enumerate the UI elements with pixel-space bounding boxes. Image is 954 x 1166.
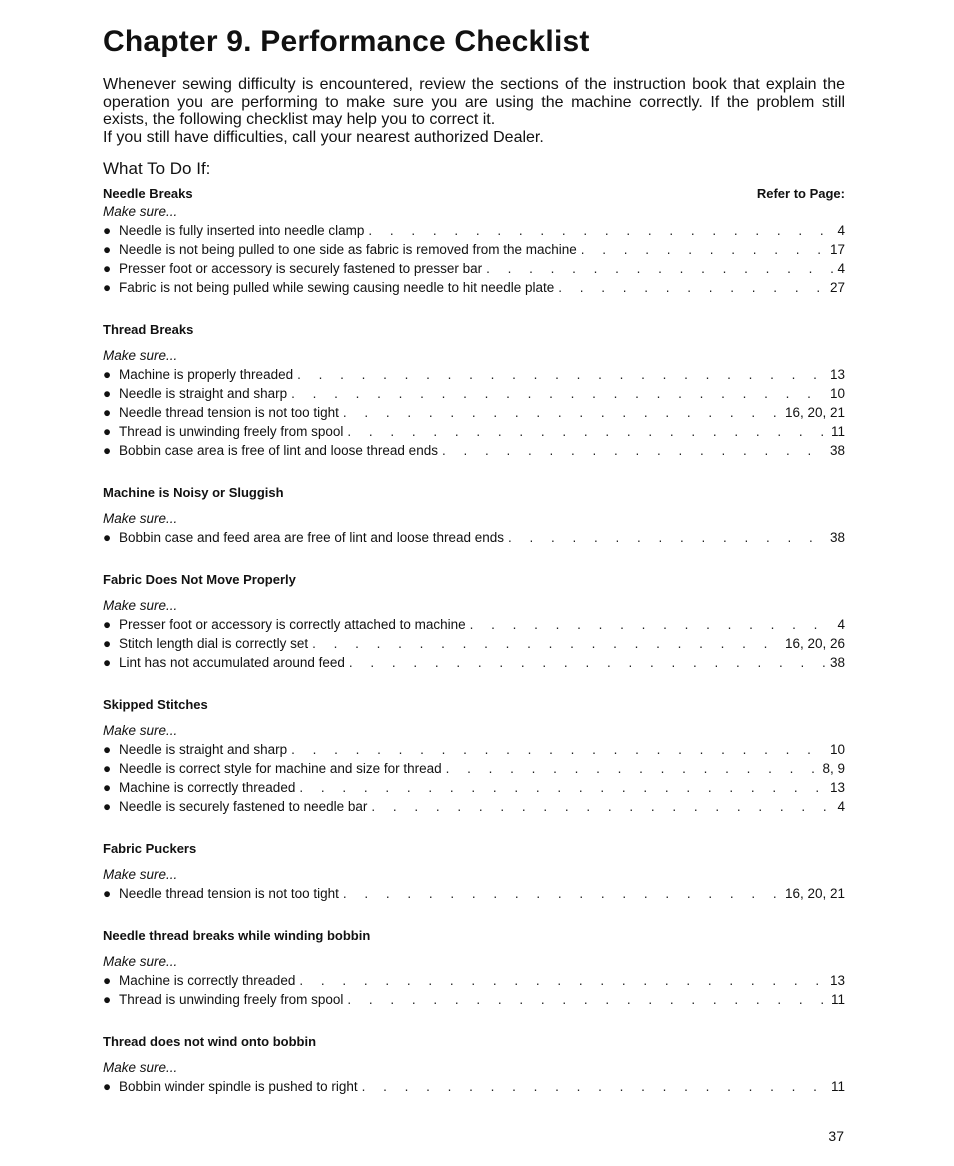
item-page-reference: 11: [830, 1079, 845, 1094]
bullet-icon: ●: [103, 405, 112, 420]
intro-paragraph: Whenever sewing difficulty is encountered, review the sections of the instruction book that explain the operation you are performing to make sure you are using the machine correctly. If the problem still exists, the following checklist may help you to correct it.: [103, 76, 845, 128]
page-content: [103, 22, 845, 1096]
checklist-item: [103, 759, 845, 778]
checklist-item: [103, 365, 845, 384]
page-title: Chapter 9. Performance Checklist: [103, 25, 590, 58]
dot-leader: [486, 259, 833, 278]
checklist-item: [103, 653, 845, 672]
item-text: Presser foot or accessory is correctly attached to machine: [119, 617, 466, 632]
bullet-icon: ●: [103, 636, 112, 651]
page-number: 37: [828, 1128, 844, 1144]
dot-leader: [558, 278, 826, 297]
bullet-icon: ●: [103, 280, 112, 295]
checklist-item: [103, 884, 845, 903]
section-spacer: [103, 945, 845, 953]
checklist-section: [103, 321, 845, 460]
item-page-reference: 13: [829, 780, 845, 795]
item-text: Needle is not being pulled to one side as fabric is removed from the machine: [119, 242, 577, 257]
checklist-item: [103, 778, 845, 797]
bullet-icon: ●: [103, 223, 112, 238]
section-title: Needle thread breaks while winding bobbin: [103, 928, 371, 943]
dot-leader: [371, 797, 833, 816]
checklist-item: [103, 441, 845, 460]
bullet-icon: ●: [103, 655, 112, 670]
section-spacer: [103, 502, 845, 510]
item-text: Needle is fully inserted into needle clamp: [119, 223, 365, 238]
bullet-icon: ●: [103, 261, 112, 276]
section-spacer: [103, 589, 845, 597]
dot-leader: [347, 990, 827, 1009]
checklist-section: [103, 484, 845, 547]
dot-leader: [349, 653, 826, 672]
checklist-item: [103, 990, 845, 1009]
refer-to-page-label: Refer to Page:: [756, 186, 845, 201]
item-text: Presser foot or accessory is securely fastened to presser bar: [119, 261, 483, 276]
bullet-icon: ●: [103, 443, 112, 458]
item-page-reference: 10: [829, 742, 845, 757]
intro: [103, 76, 845, 146]
make-sure-label: Make sure...: [103, 1060, 178, 1075]
checklist-section: [103, 185, 845, 297]
section-title: Skipped Stitches: [103, 697, 208, 712]
section-spacer: [103, 858, 845, 866]
dot-leader: [291, 740, 826, 759]
item-page-reference: 11: [830, 424, 845, 439]
item-page-reference: 4: [837, 261, 845, 276]
bullet-icon: ●: [103, 617, 112, 632]
section-header: [103, 484, 845, 502]
item-page-reference: 16, 20, 26: [784, 636, 845, 651]
dot-leader: [508, 528, 826, 547]
checklist-item: [103, 278, 845, 297]
section-title: Needle Breaks: [103, 186, 193, 201]
bullet-icon: ●: [103, 799, 112, 814]
dot-leader: [312, 634, 781, 653]
item-page-reference: 17: [829, 242, 845, 257]
bullet-icon: ●: [103, 992, 112, 1007]
make-sure-label: Make sure...: [103, 954, 178, 969]
what-to-do-heading: What To Do If:: [103, 159, 211, 178]
checklist-section: [103, 696, 845, 816]
bullet-icon: ●: [103, 780, 112, 795]
item-page-reference: 38: [829, 443, 845, 458]
item-text: Thread is unwinding freely from spool: [119, 992, 344, 1007]
section-header: [103, 840, 845, 858]
item-page-reference: 27: [829, 280, 845, 295]
dot-leader: [347, 422, 827, 441]
item-page-reference: 4: [837, 223, 845, 238]
item-text: Needle thread tension is not too tight: [119, 405, 339, 420]
item-page-reference: 8, 9: [822, 761, 845, 776]
item-page-reference: 4: [837, 799, 845, 814]
item-text: Stitch length dial is correctly set: [119, 636, 309, 651]
item-page-reference: 13: [829, 973, 845, 988]
section-spacer: [103, 714, 845, 722]
checklist-item: [103, 528, 845, 547]
checklist-item: [103, 384, 845, 403]
dot-leader: [343, 884, 781, 903]
make-sure-label: Make sure...: [103, 348, 178, 363]
make-sure-label: Make sure...: [103, 867, 178, 882]
section-header: [103, 1033, 845, 1051]
section-title: Thread Breaks: [103, 322, 194, 337]
section-header: [103, 185, 845, 203]
section-spacer: [103, 1051, 845, 1059]
dot-leader: [368, 221, 833, 240]
make-sure-label: Make sure...: [103, 204, 178, 219]
make-sure-label: Make sure...: [103, 723, 178, 738]
dot-leader: [299, 971, 826, 990]
item-page-reference: 11: [830, 992, 845, 1007]
bullet-icon: ●: [103, 761, 112, 776]
bullet-icon: ●: [103, 242, 112, 257]
checklist-item: [103, 740, 845, 759]
checklist-item: [103, 1077, 845, 1096]
dot-leader: [470, 615, 834, 634]
section-header: [103, 321, 845, 339]
make-sure-label: Make sure...: [103, 598, 178, 613]
dot-leader: [343, 403, 781, 422]
item-text: Needle is straight and sharp: [119, 742, 288, 757]
item-text: Needle thread tension is not too tight: [119, 886, 339, 901]
item-page-reference: 16, 20, 21: [784, 405, 845, 420]
item-text: Lint has not accumulated around feed: [119, 655, 345, 670]
checklist-item: [103, 403, 845, 422]
checklist-section: [103, 1033, 845, 1096]
section-spacer: [103, 339, 845, 347]
checklist-item: [103, 615, 845, 634]
dot-leader: [291, 384, 826, 403]
item-page-reference: 13: [829, 367, 845, 382]
checklist-item: [103, 221, 845, 240]
item-text: Needle is correct style for machine and size for thread: [119, 761, 442, 776]
dot-leader: [297, 365, 826, 384]
item-text: Bobbin winder spindle is pushed to right: [119, 1079, 358, 1094]
dot-leader: [299, 778, 826, 797]
item-text: Machine is properly threaded: [119, 367, 294, 382]
item-text: Machine is correctly threaded: [119, 780, 296, 795]
item-text: Bobbin case and feed area are free of lint and loose thread ends: [119, 530, 505, 545]
bullet-icon: ●: [103, 367, 112, 382]
checklist-item: [103, 971, 845, 990]
checklist-item: [103, 797, 845, 816]
checklist-item: [103, 259, 845, 278]
item-text: Fabric is not being pulled while sewing causing needle to hit needle plate: [119, 280, 555, 295]
checklist-section: [103, 840, 845, 903]
checklist-item: [103, 634, 845, 653]
checklist-item: [103, 240, 845, 259]
bullet-icon: ●: [103, 742, 112, 757]
checklist-section: [103, 571, 845, 672]
section-header: [103, 571, 845, 589]
item-page-reference: 38: [829, 655, 845, 670]
checklist-item: [103, 422, 845, 441]
item-page-reference: 4: [837, 617, 845, 632]
item-text: Needle is securely fastened to needle bar: [119, 799, 368, 814]
dot-leader: [446, 759, 819, 778]
section-header: [103, 696, 845, 714]
bullet-icon: ●: [103, 973, 112, 988]
item-text: Thread is unwinding freely from spool: [119, 424, 344, 439]
intro-paragraph-dealer: If you still have difficulties, call your nearest authorized Dealer.: [103, 128, 544, 146]
make-sure-label: Make sure...: [103, 511, 178, 526]
item-text: Needle is straight and sharp: [119, 386, 288, 401]
item-page-reference: 10: [829, 386, 845, 401]
item-page-reference: 38: [829, 530, 845, 545]
bullet-icon: ●: [103, 1079, 112, 1094]
checklist: [103, 185, 845, 1096]
bullet-icon: ●: [103, 386, 112, 401]
item-page-reference: 16, 20, 21: [784, 886, 845, 901]
section-title: Fabric Does Not Move Properly: [103, 572, 296, 587]
bullet-icon: ●: [103, 530, 112, 545]
section-header: [103, 927, 845, 945]
dot-leader: [362, 1077, 827, 1096]
dot-leader: [581, 240, 826, 259]
bullet-icon: ●: [103, 886, 112, 901]
section-title: Machine is Noisy or Sluggish: [103, 485, 284, 500]
item-text: Machine is correctly threaded: [119, 973, 296, 988]
dot-leader: [442, 441, 826, 460]
bullet-icon: ●: [103, 424, 112, 439]
checklist-section: [103, 927, 845, 1009]
item-text: Bobbin case area is free of lint and loose thread ends: [119, 443, 438, 458]
section-title: Fabric Puckers: [103, 841, 197, 856]
section-title: Thread does not wind onto bobbin: [103, 1034, 317, 1049]
